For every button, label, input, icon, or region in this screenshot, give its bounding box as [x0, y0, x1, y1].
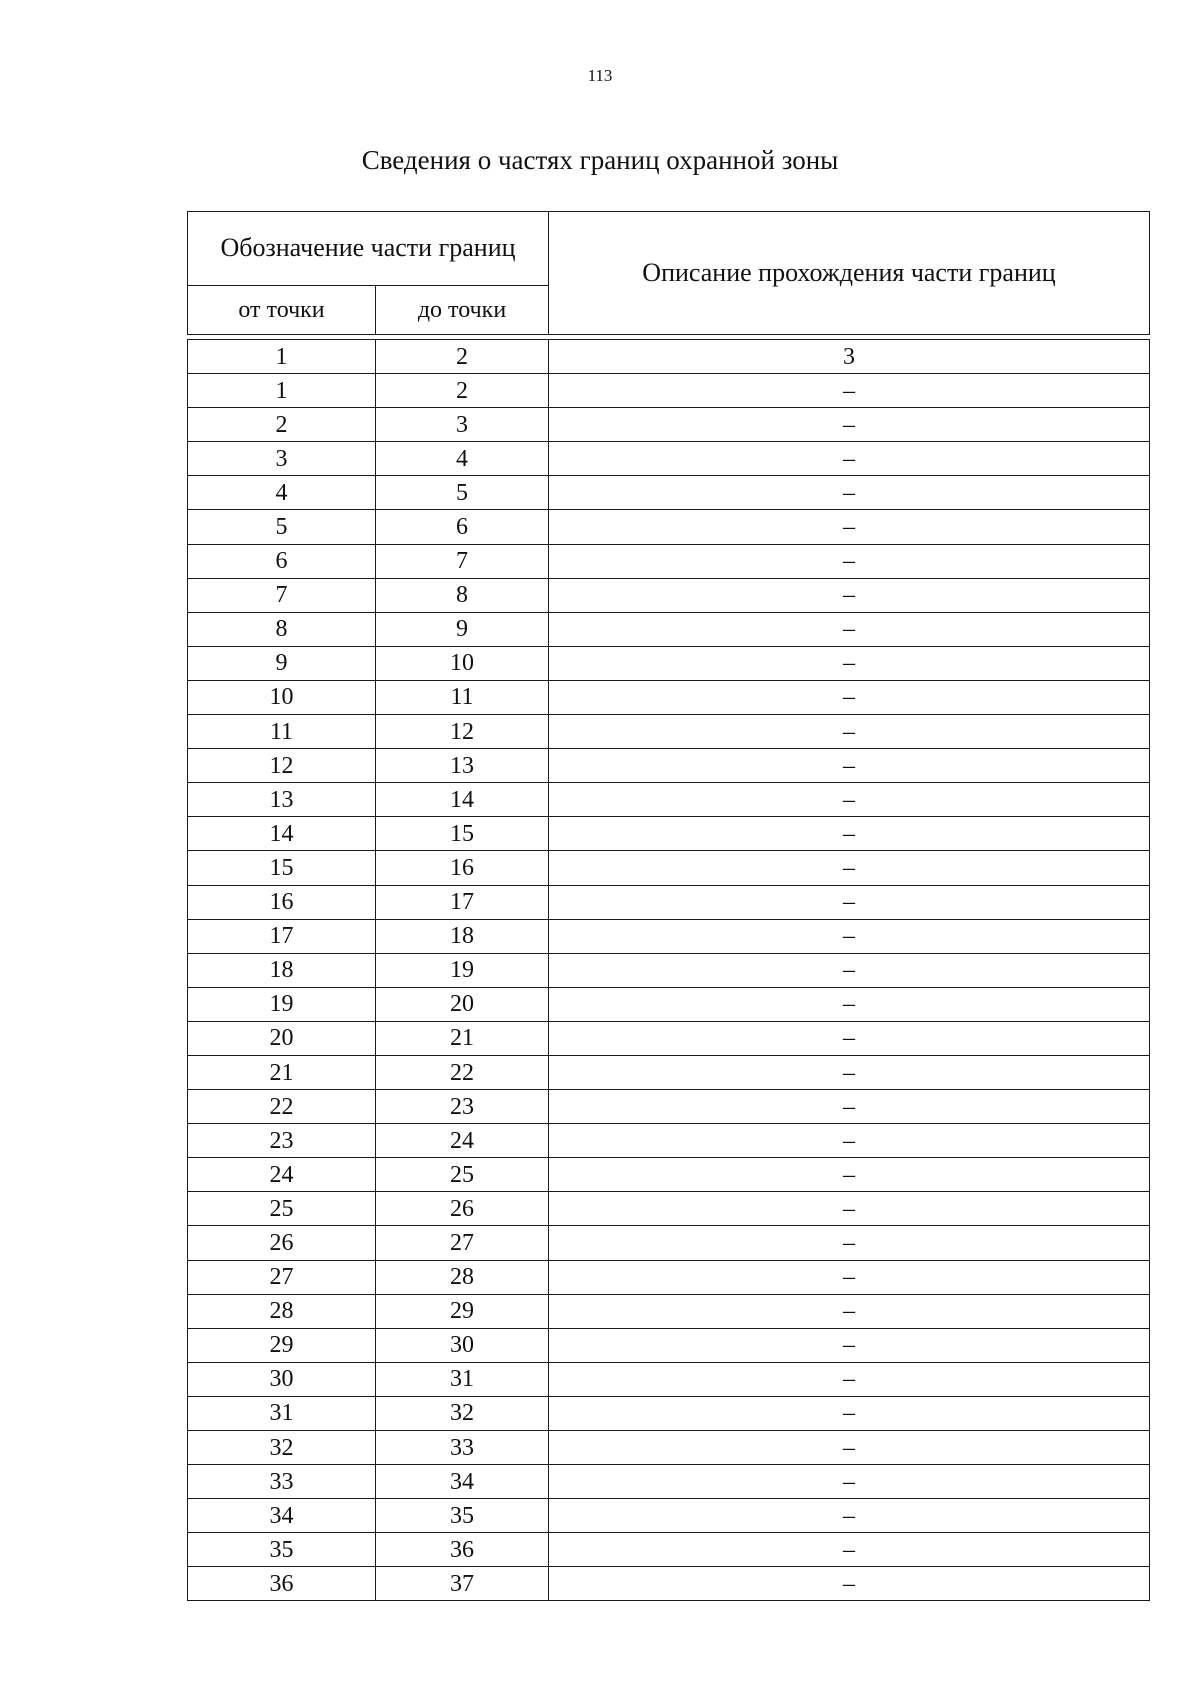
from-point-cell: 35 [188, 1533, 376, 1567]
table-row [188, 1090, 1150, 1124]
to-point-cell: 6 [376, 510, 549, 544]
from-point-cell: 23 [188, 1124, 376, 1158]
table-row [188, 442, 1150, 476]
to-point-cell: 27 [376, 1226, 549, 1260]
table-row [188, 1124, 1150, 1158]
description-cell: – [549, 408, 1150, 442]
table-row [188, 885, 1150, 919]
from-point-cell: 13 [188, 783, 376, 817]
table-row [188, 1260, 1150, 1294]
to-point-cell: 17 [376, 885, 549, 919]
table-row [188, 851, 1150, 885]
to-point-cell: 20 [376, 987, 549, 1021]
description-cell: – [549, 442, 1150, 476]
from-point-cell: 29 [188, 1328, 376, 1362]
table-row [188, 374, 1150, 408]
table-row [188, 1499, 1150, 1533]
table-row [188, 715, 1150, 749]
table-row [188, 1328, 1150, 1362]
table-row [188, 612, 1150, 646]
boundary-table [187, 339, 1150, 1601]
to-point-cell: 2 [376, 374, 549, 408]
from-point-cell: 36 [188, 1567, 376, 1601]
description-cell: – [549, 1021, 1150, 1055]
from-point-cell: 22 [188, 1090, 376, 1124]
column-number-row [188, 340, 1150, 374]
from-point-cell: 2 [188, 408, 376, 442]
table-row [188, 783, 1150, 817]
description-cell: – [549, 544, 1150, 578]
description-cell: – [549, 953, 1150, 987]
to-point-cell: 22 [376, 1055, 549, 1089]
description-cell: – [549, 885, 1150, 919]
from-point-cell: 4 [188, 476, 376, 510]
table-row [188, 1396, 1150, 1430]
from-point-cell: 19 [188, 987, 376, 1021]
from-point-cell: 14 [188, 817, 376, 851]
to-point-cell: 15 [376, 817, 549, 851]
table-row [188, 1431, 1150, 1465]
description-cell: – [549, 1124, 1150, 1158]
to-point-cell: 16 [376, 851, 549, 885]
to-point-cell: 14 [376, 783, 549, 817]
from-point-cell: 34 [188, 1499, 376, 1533]
header-description: Описание прохождения части границ [549, 212, 1150, 335]
from-point-cell: 16 [188, 885, 376, 919]
to-point-cell: 4 [376, 442, 549, 476]
to-point-cell: 35 [376, 1499, 549, 1533]
from-point-cell: 32 [188, 1431, 376, 1465]
to-point-cell: 36 [376, 1533, 549, 1567]
table-row [188, 578, 1150, 612]
description-cell: – [549, 1465, 1150, 1499]
header-to-point: до точки [376, 285, 549, 334]
from-point-cell: 5 [188, 510, 376, 544]
table-row [188, 510, 1150, 544]
from-point-cell: 3 [188, 442, 376, 476]
column-number-cell: 3 [549, 340, 1150, 374]
page-title: Сведения о частях границ охранной зоны [361, 145, 839, 175]
from-point-cell: 9 [188, 646, 376, 680]
table-row [188, 1533, 1150, 1567]
description-cell: – [549, 1055, 1150, 1089]
from-point-cell: 26 [188, 1226, 376, 1260]
description-cell: – [549, 1567, 1150, 1601]
to-point-cell: 10 [376, 646, 549, 680]
to-point-cell: 3 [376, 408, 549, 442]
table-row [188, 1465, 1150, 1499]
header-boundary-designation: Обозначение части границ [188, 212, 549, 286]
description-cell: – [549, 851, 1150, 885]
description-cell: – [549, 578, 1150, 612]
description-cell: – [549, 715, 1150, 749]
table-row [188, 749, 1150, 783]
table-row [188, 919, 1150, 953]
from-point-cell: 28 [188, 1294, 376, 1328]
from-point-cell: 30 [188, 1362, 376, 1396]
description-cell: – [549, 510, 1150, 544]
from-point-cell: 20 [188, 1021, 376, 1055]
from-point-cell: 10 [188, 680, 376, 714]
to-point-cell: 19 [376, 953, 549, 987]
description-cell: – [549, 749, 1150, 783]
to-point-cell: 33 [376, 1431, 549, 1465]
description-cell: – [549, 1362, 1150, 1396]
description-cell: – [549, 1260, 1150, 1294]
description-cell: – [549, 1396, 1150, 1430]
description-cell: – [549, 783, 1150, 817]
to-point-cell: 34 [376, 1465, 549, 1499]
to-point-cell: 5 [376, 476, 549, 510]
description-cell: – [549, 1499, 1150, 1533]
description-cell: – [549, 612, 1150, 646]
to-point-cell: 13 [376, 749, 549, 783]
description-cell: – [549, 646, 1150, 680]
from-point-cell: 12 [188, 749, 376, 783]
description-cell: – [549, 476, 1150, 510]
to-point-cell: 11 [376, 680, 549, 714]
from-point-cell: 21 [188, 1055, 376, 1089]
to-point-cell: 12 [376, 715, 549, 749]
table-row [188, 1158, 1150, 1192]
description-cell: – [549, 1192, 1150, 1226]
from-point-cell: 8 [188, 612, 376, 646]
to-point-cell: 9 [376, 612, 549, 646]
from-point-cell: 18 [188, 953, 376, 987]
from-point-cell: 6 [188, 544, 376, 578]
description-cell: – [549, 1328, 1150, 1362]
to-point-cell: 30 [376, 1328, 549, 1362]
to-point-cell: 7 [376, 544, 549, 578]
description-cell: – [549, 1226, 1150, 1260]
description-cell: – [549, 817, 1150, 851]
table-row [188, 1294, 1150, 1328]
table-row [188, 817, 1150, 851]
to-point-cell: 8 [376, 578, 549, 612]
to-point-cell: 28 [376, 1260, 549, 1294]
to-point-cell: 18 [376, 919, 549, 953]
description-cell: – [549, 1158, 1150, 1192]
table-row [188, 544, 1150, 578]
table-row [188, 408, 1150, 442]
table-row [188, 476, 1150, 510]
from-point-cell: 27 [188, 1260, 376, 1294]
description-cell: – [549, 1294, 1150, 1328]
from-point-cell: 17 [188, 919, 376, 953]
table-row [188, 1055, 1150, 1089]
from-point-cell: 24 [188, 1158, 376, 1192]
table-row [188, 1567, 1150, 1601]
description-cell: – [549, 374, 1150, 408]
to-point-cell: 31 [376, 1362, 549, 1396]
table-row [188, 1226, 1150, 1260]
table-row [188, 1362, 1150, 1396]
description-cell: – [549, 919, 1150, 953]
column-number-cell: 1 [188, 340, 376, 374]
table-row [188, 987, 1150, 1021]
to-point-cell: 21 [376, 1021, 549, 1055]
from-point-cell: 25 [188, 1192, 376, 1226]
description-cell: – [549, 1533, 1150, 1567]
table-row [188, 646, 1150, 680]
boundary-table-header [187, 211, 1150, 335]
description-cell: – [549, 680, 1150, 714]
table-row [188, 680, 1150, 714]
description-cell: – [549, 1431, 1150, 1465]
table-row [188, 1192, 1150, 1226]
table-row [188, 1021, 1150, 1055]
boundary-table-body [188, 340, 1150, 1601]
to-point-cell: 23 [376, 1090, 549, 1124]
from-point-cell: 31 [188, 1396, 376, 1430]
to-point-cell: 32 [376, 1396, 549, 1430]
to-point-cell: 37 [376, 1567, 549, 1601]
page-number: 113 [587, 66, 613, 85]
from-point-cell: 1 [188, 374, 376, 408]
to-point-cell: 29 [376, 1294, 549, 1328]
to-point-cell: 26 [376, 1192, 549, 1226]
description-cell: – [549, 1090, 1150, 1124]
to-point-cell: 25 [376, 1158, 549, 1192]
from-point-cell: 15 [188, 851, 376, 885]
to-point-cell: 24 [376, 1124, 549, 1158]
header-from-point: от точки [188, 285, 376, 334]
from-point-cell: 11 [188, 715, 376, 749]
column-number-cell: 2 [376, 340, 549, 374]
description-cell: – [549, 987, 1150, 1021]
table-row [188, 953, 1150, 987]
from-point-cell: 7 [188, 578, 376, 612]
from-point-cell: 33 [188, 1465, 376, 1499]
